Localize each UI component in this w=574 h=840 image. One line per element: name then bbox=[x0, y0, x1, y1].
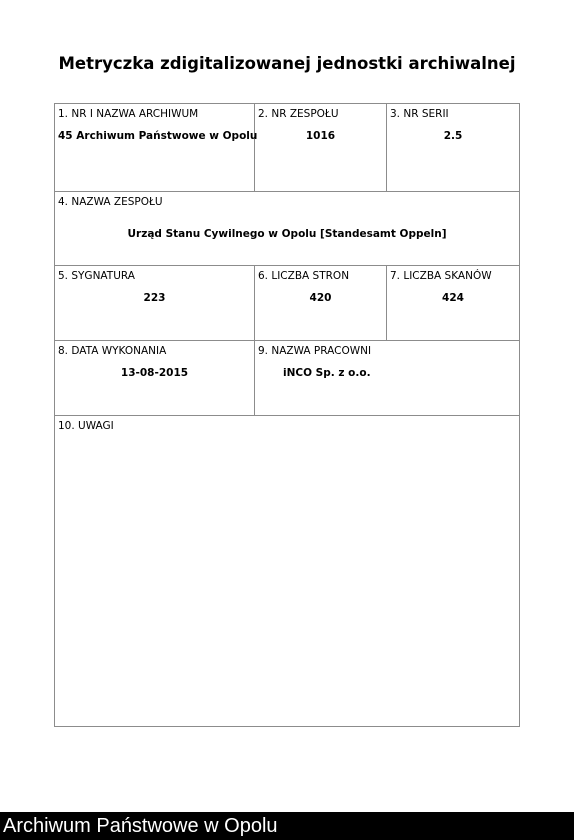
field-archive-label: 1. NR I NAZWA ARCHIWUM bbox=[58, 108, 199, 120]
field-series-no bbox=[387, 104, 519, 192]
field-series-no-label: 3. NR SERII bbox=[390, 108, 449, 120]
field-pages-value: 420 bbox=[309, 292, 332, 304]
metadata-form bbox=[54, 103, 520, 727]
field-date-label: 8. DATA WYKONANIA bbox=[58, 345, 167, 357]
field-pages bbox=[255, 266, 387, 341]
field-date bbox=[55, 341, 255, 416]
field-fonds-no bbox=[255, 104, 387, 192]
field-fonds-no-value: 1016 bbox=[305, 130, 336, 142]
field-fonds-no-label: 2. NR ZESPOŁU bbox=[258, 108, 339, 120]
field-studio-value: iNCO Sp. z o.o. bbox=[283, 367, 371, 379]
field-pages-label: 6. LICZBA STRON bbox=[258, 270, 350, 282]
field-date-value: 13-08-2015 bbox=[120, 367, 189, 379]
field-scans-label: 7. LICZBA SKANÓW bbox=[390, 270, 492, 282]
field-fonds-name bbox=[55, 192, 519, 266]
footer-archive-name: Archiwum Państwowe w Opolu bbox=[0, 812, 574, 840]
field-archive-value: 45 Archiwum Państwowe w Opolu bbox=[58, 130, 258, 142]
field-signature bbox=[55, 266, 255, 341]
field-signature-label: 5. SYGNATURA bbox=[58, 270, 135, 282]
field-notes bbox=[55, 416, 519, 726]
field-studio bbox=[255, 341, 519, 416]
field-scans bbox=[387, 266, 519, 341]
field-signature-value: 223 bbox=[143, 292, 166, 304]
field-studio-label: 9. NAZWA PRACOWNI bbox=[258, 345, 372, 357]
field-fonds-name-label: 4. NAZWA ZESPOŁU bbox=[58, 196, 163, 208]
field-archive bbox=[55, 104, 258, 192]
field-notes-label: 10. UWAGI bbox=[58, 420, 114, 432]
page-title: Metryczka zdigitalizowanej jednostki archiwalnej bbox=[58, 54, 516, 73]
field-series-no-value: 2.5 bbox=[443, 130, 463, 142]
field-fonds-name-value: Urząd Stanu Cywilnego w Opolu [Standesamt Oppeln] bbox=[127, 228, 447, 240]
field-scans-value: 424 bbox=[442, 292, 464, 304]
